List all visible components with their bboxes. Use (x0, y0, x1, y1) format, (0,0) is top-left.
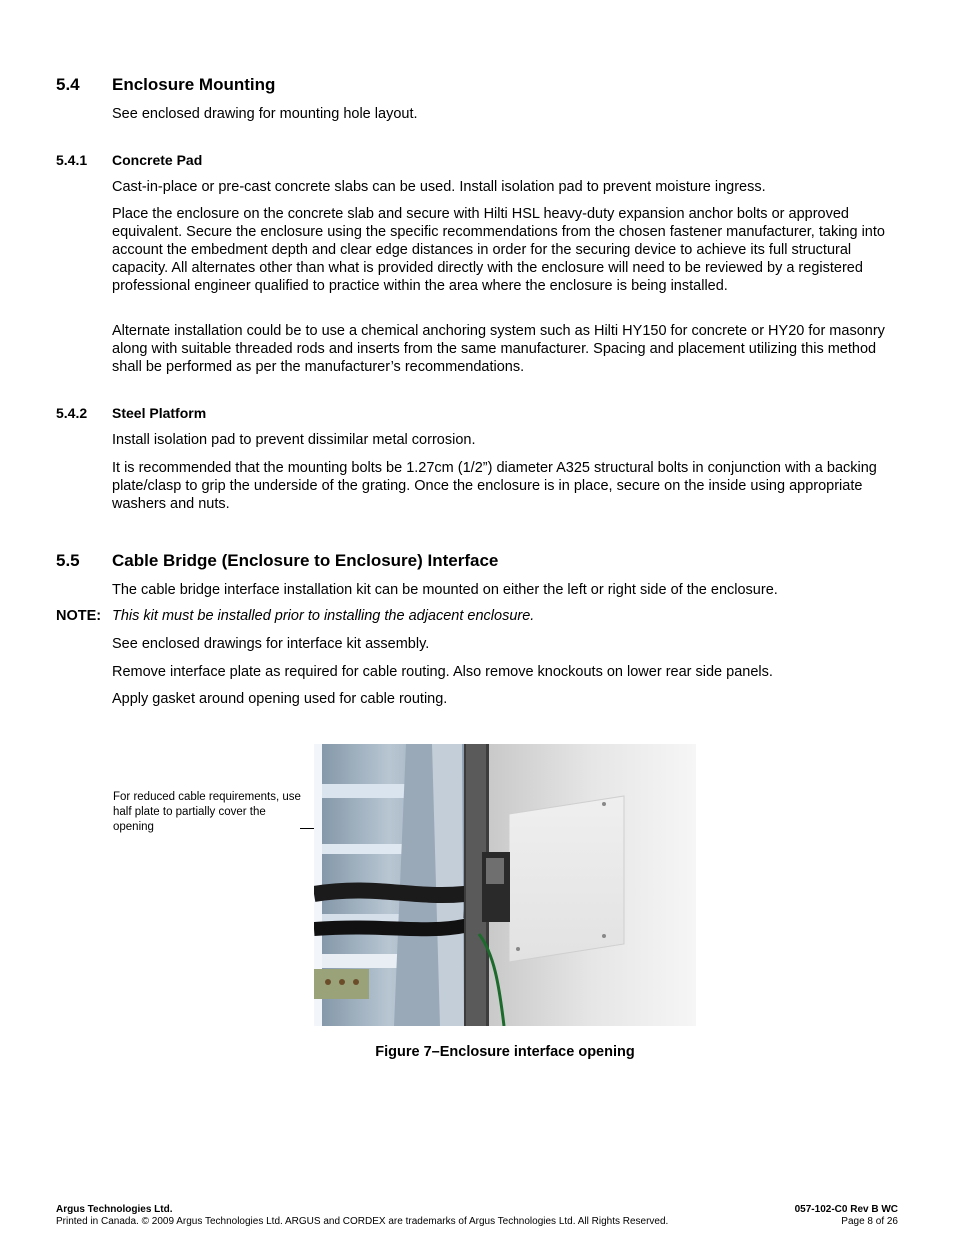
footer-doc-id: 057-102-C0 Rev B WC (794, 1204, 898, 1215)
section-title: Cable Bridge (Enclosure to Enclosure) Interface (112, 551, 499, 570)
section-number: 5.4.2 (56, 405, 88, 421)
section-5-4-2-heading (56, 405, 206, 421)
section-5-5-heading (56, 551, 498, 571)
footer-company: Argus Technologies Ltd. (56, 1204, 173, 1215)
figure-callout: For reduced cable requirements, use half plate to partially cover the opening (113, 791, 301, 833)
section-title: Enclosure Mounting (112, 75, 276, 94)
footer-rights: Printed in Canada. © 2009 Argus Technologies Ltd. ARGUS and CORDEX are trademarks of Argus Technologies Ltd. All Rights Reserved. (56, 1216, 669, 1227)
figure-caption: Figure 7–Enclosure interface opening (375, 1044, 635, 1060)
note-text: This kit must be installed prior to installing the adjacent enclosure. (112, 608, 535, 624)
section-number: 5.4 (56, 75, 80, 94)
paragraph: See enclosed drawings for interface kit assembly. (112, 636, 430, 652)
section-number: 5.4.1 (56, 152, 88, 168)
note-label: NOTE: (56, 608, 102, 624)
footer-right (795, 1204, 898, 1228)
footer-page-number: Page 8 of 26 (841, 1216, 898, 1227)
paragraph: Apply gasket around opening used for cable routing. (112, 691, 448, 707)
paragraph: Remove interface plate as required for cable routing. Also remove knockouts on lower rear side panels. (112, 664, 773, 680)
paragraph: It is recommended that the mounting bolts be 1.27cm (1/2”) diameter A325 structural bolts in conjunction with a backing plate/clasp to grip the underside of the grating. Once the enclosure is in place, secure on the inside using appropriate washers and nuts. (112, 460, 877, 512)
paragraph: The cable bridge interface installation kit can be mounted on either the left or right side of the enclosure. (112, 582, 778, 598)
enclosure-interface-photo (314, 744, 696, 1026)
section-5-4-heading (56, 75, 275, 95)
section-number: 5.5 (56, 551, 80, 570)
paragraph: Place the enclosure on the concrete slab and secure with Hilti HSL heavy-duty expansion anchor bolts or approved equivalent. Secure the enclosure using the specific recommendations from the chosen fastener manufacturer, taking into account the embedment depth and clear edge distances in order for the securing device to achieve its full structural capacity. All alternates other than what is provided directly with the enclosure will need to be reviewed by a registered professional engineer qualified to practice within the area where the enclosure is being installed. (112, 206, 885, 294)
paragraph: Cast-in-place or pre-cast concrete slabs can be used. Install isolation pad to prevent moisture ingress. (112, 179, 766, 195)
section-title: Steel Platform (112, 405, 207, 421)
section-5-4-intro: See enclosed drawing for mounting hole layout. (112, 106, 418, 122)
paragraph: Install isolation pad to prevent dissimilar metal corrosion. (112, 432, 476, 448)
footer-left (56, 1204, 668, 1228)
section-5-4-1-heading (56, 152, 202, 168)
section-title: Concrete Pad (112, 152, 203, 168)
paragraph: Alternate installation could be to use a chemical anchoring system such as Hilti HY150 for concrete or HY20 for masonry along with suitable threaded rods and inserts from the same manufacturer. Spacing and placement utilizing this method shall be performed as per the manufacturer’s recommendations. (112, 323, 885, 375)
